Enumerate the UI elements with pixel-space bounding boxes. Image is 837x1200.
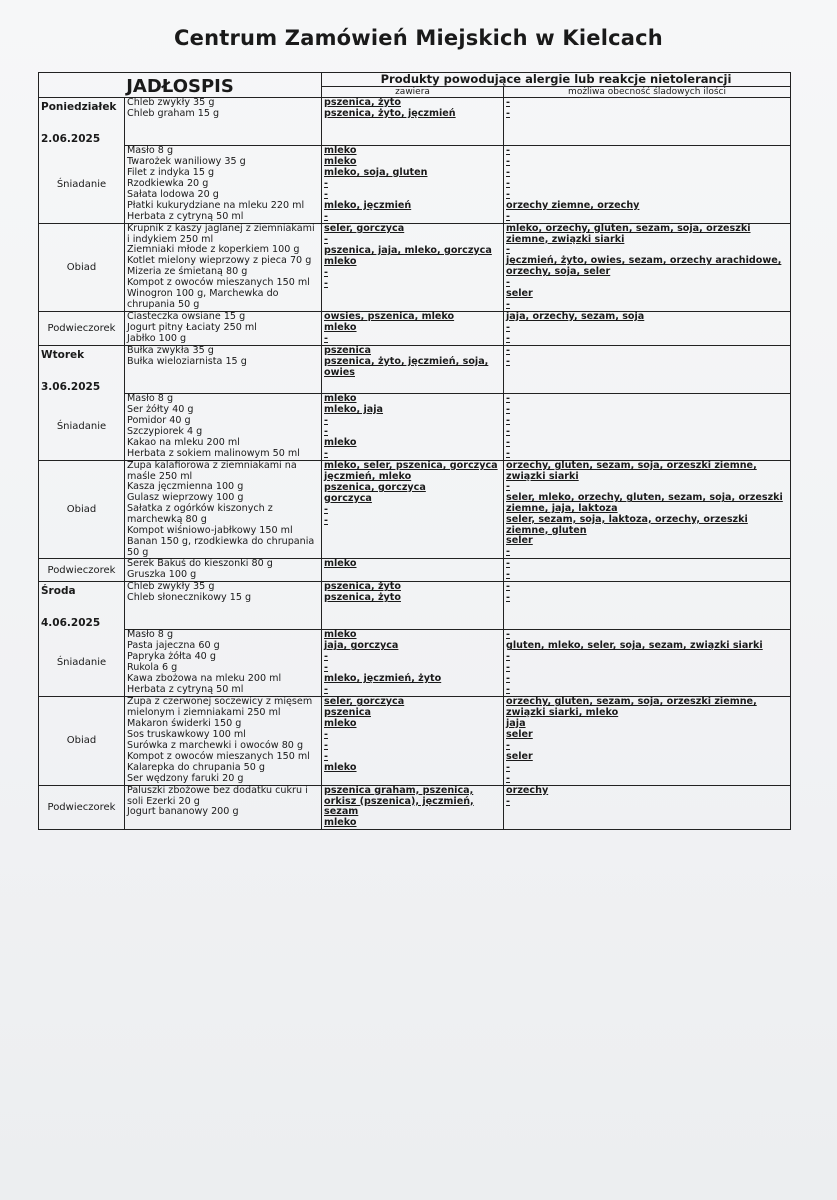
item-name: Chleb zwykły 35 g xyxy=(127,96,215,108)
meal-label: Podwieczorek xyxy=(39,785,125,829)
contains-cell xyxy=(322,460,504,558)
allergen-traces: - xyxy=(506,772,510,784)
day-label-cell xyxy=(39,345,125,393)
item-name: Ser wędzony faruki 20 g xyxy=(127,772,244,784)
traces-cell xyxy=(504,582,791,630)
contains-cell xyxy=(322,785,504,829)
item-name: Jogurt bananowy 200 g xyxy=(127,806,239,818)
item-name: Zupa z czerwonej soczewicy z mięsem mielonym i ziemniakami 250 ml xyxy=(127,696,313,719)
allergen-contains: pszenica, żyto xyxy=(324,581,401,593)
header-row xyxy=(39,73,791,87)
item-name: Kawa zbożowa na mleku 200 ml xyxy=(127,673,282,685)
allergen-contains: - xyxy=(324,210,328,222)
allergen-traces: - xyxy=(506,298,510,310)
allergen-contains: - xyxy=(324,751,328,763)
allergen-traces: - xyxy=(506,155,510,167)
item-name: Krupnik z kaszy jaglanej z ziemniakami i indykiem 250 ml xyxy=(127,222,315,245)
item-name: Gruszka 100 g xyxy=(127,569,197,581)
allergen-traces: - xyxy=(506,581,510,593)
allergen-traces: gluten, mleko, seler, soja, sezam, związki siarki xyxy=(506,640,763,652)
item-name: Twarożek waniliowy 35 g xyxy=(127,155,246,167)
item-cell xyxy=(125,223,322,311)
allergen-traces: seler xyxy=(506,535,533,547)
allergen-contains: seler, gorczyca xyxy=(324,696,405,708)
allergen-traces: - xyxy=(506,276,510,288)
allergen-traces: - xyxy=(506,403,510,415)
allergen-contains: mleko xyxy=(324,629,357,641)
allergen-traces: - xyxy=(506,96,510,108)
allergen-traces: - xyxy=(506,436,510,448)
allergen-traces: - xyxy=(506,392,510,404)
allergen-traces: orzechy, gluten, sezam, soja, orzeszki ziemne, związki siarki xyxy=(506,459,757,482)
meal-label: Śniadanie xyxy=(39,630,125,697)
traces-column-header: możliwa obecność śladowych ilości xyxy=(504,86,791,97)
allergen-contains: - xyxy=(324,177,328,189)
item-cell xyxy=(125,697,322,785)
contains-cell xyxy=(322,559,504,582)
meal-label: Śniadanie xyxy=(39,393,125,460)
meal-row xyxy=(39,630,791,697)
allergen-contains: pszenica, żyto xyxy=(324,96,401,108)
allergen-contains: pszenica xyxy=(324,707,371,719)
allergen-traces: mleko, orzechy, gluten, sezam, soja, orzeszki ziemne, związki siarki xyxy=(506,222,751,245)
day-date: 4.06.2025 xyxy=(41,617,101,630)
day-name: Wtorek xyxy=(41,348,85,361)
contains-cell xyxy=(322,630,504,697)
item-name: Płatki kukurydziane na mleku 220 ml xyxy=(127,199,305,211)
traces-cell xyxy=(504,311,791,345)
item-name: Kakao na mleku 200 ml xyxy=(127,436,240,448)
allergen-contains: pszenica, żyto, jęczmień xyxy=(324,107,456,119)
item-cell xyxy=(125,145,322,223)
contains-column-header: zawiera xyxy=(322,86,504,97)
allergen-contains: owsies, pszenica, mleko xyxy=(324,310,455,322)
item-cell xyxy=(125,630,322,697)
meal-row xyxy=(39,223,791,311)
allergen-contains: - xyxy=(324,188,328,200)
allergen-contains: - xyxy=(324,684,328,696)
allergen-contains: mleko, seler, pszenica, gorczyca xyxy=(324,459,498,471)
allergen-contains: mleko, jaja xyxy=(324,403,384,415)
allergen-traces: orzechy ziemne, orzechy xyxy=(506,199,640,211)
day-row xyxy=(39,582,791,630)
allergen-traces: jaja xyxy=(506,717,526,729)
allergen-contains: mleko, jęczmień xyxy=(324,199,412,211)
meal-label: Obiad xyxy=(39,697,125,785)
traces-cell xyxy=(504,697,791,785)
allergen-traces: orzechy, gluten, sezam, soja, orzeszki ziemne, związki siarki, mleko xyxy=(506,696,757,719)
allergen-contains: - xyxy=(324,651,328,663)
traces-cell xyxy=(504,630,791,697)
item-name: Chleb graham 15 g xyxy=(127,107,220,119)
allergen-contains: jaja, gorczyca xyxy=(324,640,399,652)
allergen-contains: mleko xyxy=(324,155,357,167)
contains-cell xyxy=(322,145,504,223)
item-cell xyxy=(125,97,322,145)
day-row xyxy=(39,97,791,145)
allergen-contains: mleko xyxy=(324,558,357,570)
allergen-contains: pszenica, żyto, jęczmień, soja, owies xyxy=(324,355,489,378)
item-name: Szczypiorek 4 g xyxy=(127,425,203,437)
allergen-traces: - xyxy=(506,761,510,773)
item-cell xyxy=(125,582,322,630)
menu-table xyxy=(38,72,791,830)
traces-cell xyxy=(504,393,791,460)
allergen-contains: jęczmień, mleko xyxy=(324,470,412,482)
item-name: Kalarepka do chrupania 50 g xyxy=(127,761,265,773)
item-name: Sałatka z ogórków kiszonych z marchewką 80 g xyxy=(127,503,273,526)
allergen-traces: - xyxy=(506,414,510,426)
item-name: Winogron 100 g, Marchewka do chrupania 50 g xyxy=(127,288,279,311)
item-name: Jogurt pitny Łaciaty 250 ml xyxy=(127,321,257,333)
item-name: Ciasteczka owsiane 15 g xyxy=(127,310,246,322)
allergen-traces: - xyxy=(506,447,510,459)
day-row xyxy=(39,345,791,393)
meal-label: Podwieczorek xyxy=(39,559,125,582)
item-name: Herbata z cytryną 50 ml xyxy=(127,684,244,696)
item-name: Rukola 6 g xyxy=(127,662,178,674)
traces-cell xyxy=(504,785,791,829)
allergen-traces: - xyxy=(506,166,510,178)
item-name: Paluszki zbożowe bez dodatku cukru i soli Ezerki 20 g xyxy=(127,784,308,807)
allergen-traces: seler xyxy=(506,287,533,299)
day-name: Poniedziałek xyxy=(41,100,117,113)
allergen-contains: mleko, soja, gluten xyxy=(324,166,428,178)
allergen-traces: - xyxy=(506,177,510,189)
day-label-cell xyxy=(39,97,125,145)
allergy-heading: Produkty powodujące alergie lub reakcje nietolerancji xyxy=(322,73,791,87)
item-name: Masło 8 g xyxy=(127,144,174,156)
item-name: Banan 150 g, rzodkiewka do chrupania 50 g xyxy=(127,535,315,558)
contains-cell xyxy=(322,345,504,393)
item-name: Surówka z marchewki i owoców 80 g xyxy=(127,739,304,751)
allergen-traces: - xyxy=(506,107,510,119)
item-name: Gulasz wieprzowy 100 g xyxy=(127,492,244,504)
item-cell xyxy=(125,559,322,582)
allergen-contains: mleko xyxy=(324,762,357,774)
allergen-traces: jaja, orzechy, sezam, soja xyxy=(506,310,645,322)
item-name: Kompot wiśniowo-jabłkowy 150 ml xyxy=(127,524,293,536)
allergen-contains: pszenica graham, pszenica, orkisz (pszenica), jęczmień, sezam xyxy=(324,784,474,818)
allergen-traces: - xyxy=(506,210,510,222)
allergen-traces: - xyxy=(506,739,510,751)
allergen-traces: - xyxy=(506,651,510,663)
day-date: 2.06.2025 xyxy=(41,132,101,145)
item-name: Zupa kalafiorowa z ziemniakami na maśle 250 ml xyxy=(127,459,297,482)
allergen-contains: pszenica, jaja, mleko, gorczyca xyxy=(324,244,492,256)
allergen-traces: - xyxy=(506,592,510,604)
allergen-traces: - xyxy=(506,795,510,807)
item-name: Serek Bakuś do kieszonki 80 g xyxy=(127,558,273,570)
contains-cell xyxy=(322,582,504,630)
allergen-contains: seler, gorczyca xyxy=(324,222,405,234)
allergen-traces: - xyxy=(506,662,510,674)
day-date: 3.06.2025 xyxy=(41,380,101,393)
item-cell xyxy=(125,345,322,393)
item-name: Kotlet mielony wieprzowy z pieca 70 g xyxy=(127,255,312,267)
meal-row xyxy=(39,697,791,785)
allergen-contains: mleko xyxy=(324,144,357,156)
item-name: Filet z indyka 15 g xyxy=(127,166,215,178)
allergen-contains: mleko xyxy=(324,436,357,448)
meal-label: Śniadanie xyxy=(39,145,125,223)
allergen-contains: mleko xyxy=(324,392,357,404)
item-name: Chleb zwykły 35 g xyxy=(127,581,215,593)
allergen-contains: - xyxy=(324,729,328,741)
item-name: Mizeria ze śmietaną 80 g xyxy=(127,266,248,278)
allergen-traces: - xyxy=(506,332,510,344)
item-name: Makaron świderki 150 g xyxy=(127,717,242,729)
allergen-contains: - xyxy=(324,425,328,437)
allergen-contains: pszenica, żyto xyxy=(324,592,401,604)
contains-cell xyxy=(322,311,504,345)
item-name: Chleb słonecznikowy 15 g xyxy=(127,592,252,604)
allergen-traces: - xyxy=(506,188,510,200)
meal-label: Obiad xyxy=(39,460,125,558)
item-name: Pasta jajeczna 60 g xyxy=(127,640,220,652)
traces-cell xyxy=(504,559,791,582)
allergen-traces: - xyxy=(506,481,510,493)
allergen-traces: - xyxy=(506,673,510,685)
allergen-contains: - xyxy=(324,332,328,344)
meal-row xyxy=(39,311,791,345)
traces-cell xyxy=(504,223,791,311)
allergen-contains: pszenica, gorczyca xyxy=(324,481,426,493)
item-name: Bułka wieloziarnista 15 g xyxy=(127,355,247,367)
allergen-contains: - xyxy=(324,277,328,289)
allergen-contains xyxy=(324,570,501,581)
allergen-traces: seler, sezam, soja, laktoza, orzechy, orzeszki ziemne, gluten xyxy=(506,513,748,536)
document-title: Centrum Zamówień Miejskich w Kielcach xyxy=(174,26,663,50)
allergen-traces: - xyxy=(506,558,510,570)
allergen-contains: mleko xyxy=(324,718,357,730)
allergen-contains: gorczyca xyxy=(324,492,372,504)
allergen-contains: - xyxy=(324,740,328,752)
allergen-contains: mleko xyxy=(324,321,357,333)
item-name: Kasza jęczmienna 100 g xyxy=(127,481,244,493)
allergen-contains: mleko, jęczmień, żyto xyxy=(324,673,442,685)
item-cell xyxy=(125,311,322,345)
traces-cell xyxy=(504,345,791,393)
item-name: Herbata z cytryną 50 ml xyxy=(127,210,244,222)
allergen-traces: - xyxy=(506,344,510,356)
allergen-traces: - xyxy=(506,321,510,333)
item-name: Sałata lodowa 20 g xyxy=(127,188,219,200)
meal-row xyxy=(39,393,791,460)
item-name: Herbata z sokiem malinowym 50 ml xyxy=(127,447,300,459)
item-name: Masło 8 g xyxy=(127,392,174,404)
item-cell xyxy=(125,785,322,829)
item-name: Rzodkiewka 20 g xyxy=(127,177,209,189)
allergen-traces: seler xyxy=(506,728,533,740)
allergen-contains: mleko xyxy=(324,816,357,828)
allergen-contains: - xyxy=(324,414,328,426)
allergen-traces: jęczmień, żyto, owies, sezam, orzechy arachidowe, orzechy, soja, seler xyxy=(506,255,782,278)
meal-row xyxy=(39,785,791,829)
item-name: Bułka zwykła 35 g xyxy=(127,344,214,356)
allergen-contains: - xyxy=(324,503,328,515)
traces-cell xyxy=(504,460,791,558)
allergen-traces: - xyxy=(506,684,510,696)
item-name: Kompot z owoców mieszanych 150 ml xyxy=(127,750,310,762)
item-name: Papryka żółta 40 g xyxy=(127,651,216,663)
day-name: Środa xyxy=(41,585,76,598)
meal-label: Podwieczorek xyxy=(39,311,125,345)
contains-cell xyxy=(322,97,504,145)
meal-label: Obiad xyxy=(39,223,125,311)
traces-cell xyxy=(504,145,791,223)
allergen-contains: - xyxy=(324,662,328,674)
allergen-contains: mleko xyxy=(324,255,357,267)
item-name: Kompot z owoców mieszanych 150 ml xyxy=(127,277,310,289)
item-name: Ser żółty 40 g xyxy=(127,403,194,415)
allergen-traces: - xyxy=(506,569,510,581)
contains-cell xyxy=(322,393,504,460)
item-cell xyxy=(125,393,322,460)
meal-row xyxy=(39,559,791,582)
item-name: Pomidor 40 g xyxy=(127,414,191,426)
contains-cell xyxy=(322,697,504,785)
item-name: Masło 8 g xyxy=(127,629,174,641)
meal-row xyxy=(39,460,791,558)
allergen-contains: - xyxy=(324,266,328,278)
allergen-contains: - xyxy=(324,447,328,459)
allergen-traces: - xyxy=(506,355,510,367)
item-name: Sos truskawkowy 100 ml xyxy=(127,728,246,740)
allergen-traces: - xyxy=(506,546,510,558)
day-label-cell xyxy=(39,582,125,630)
allergen-traces: - xyxy=(506,425,510,437)
allergen-traces: seler, mleko, orzechy, gluten, sezam, soja, orzeszki ziemne, jaja, laktoza xyxy=(506,492,783,515)
item-name: Ziemniaki młode z koperkiem 100 g xyxy=(127,244,300,256)
allergen-contains: pszenica xyxy=(324,344,371,356)
allergen-contains: - xyxy=(324,514,328,526)
allergen-traces: orzechy xyxy=(506,784,549,796)
allergen-contains: - xyxy=(324,233,328,245)
allergen-traces: seler xyxy=(506,750,533,762)
traces-cell xyxy=(504,97,791,145)
menu-heading: JADŁOSPIS xyxy=(39,73,322,98)
item-cell xyxy=(125,460,322,558)
allergen-traces: - xyxy=(506,144,510,156)
meal-row xyxy=(39,145,791,223)
contains-cell xyxy=(322,223,504,311)
allergen-traces: - xyxy=(506,244,510,256)
item-name: Jabłko 100 g xyxy=(127,332,187,344)
allergen-traces: - xyxy=(506,629,510,641)
